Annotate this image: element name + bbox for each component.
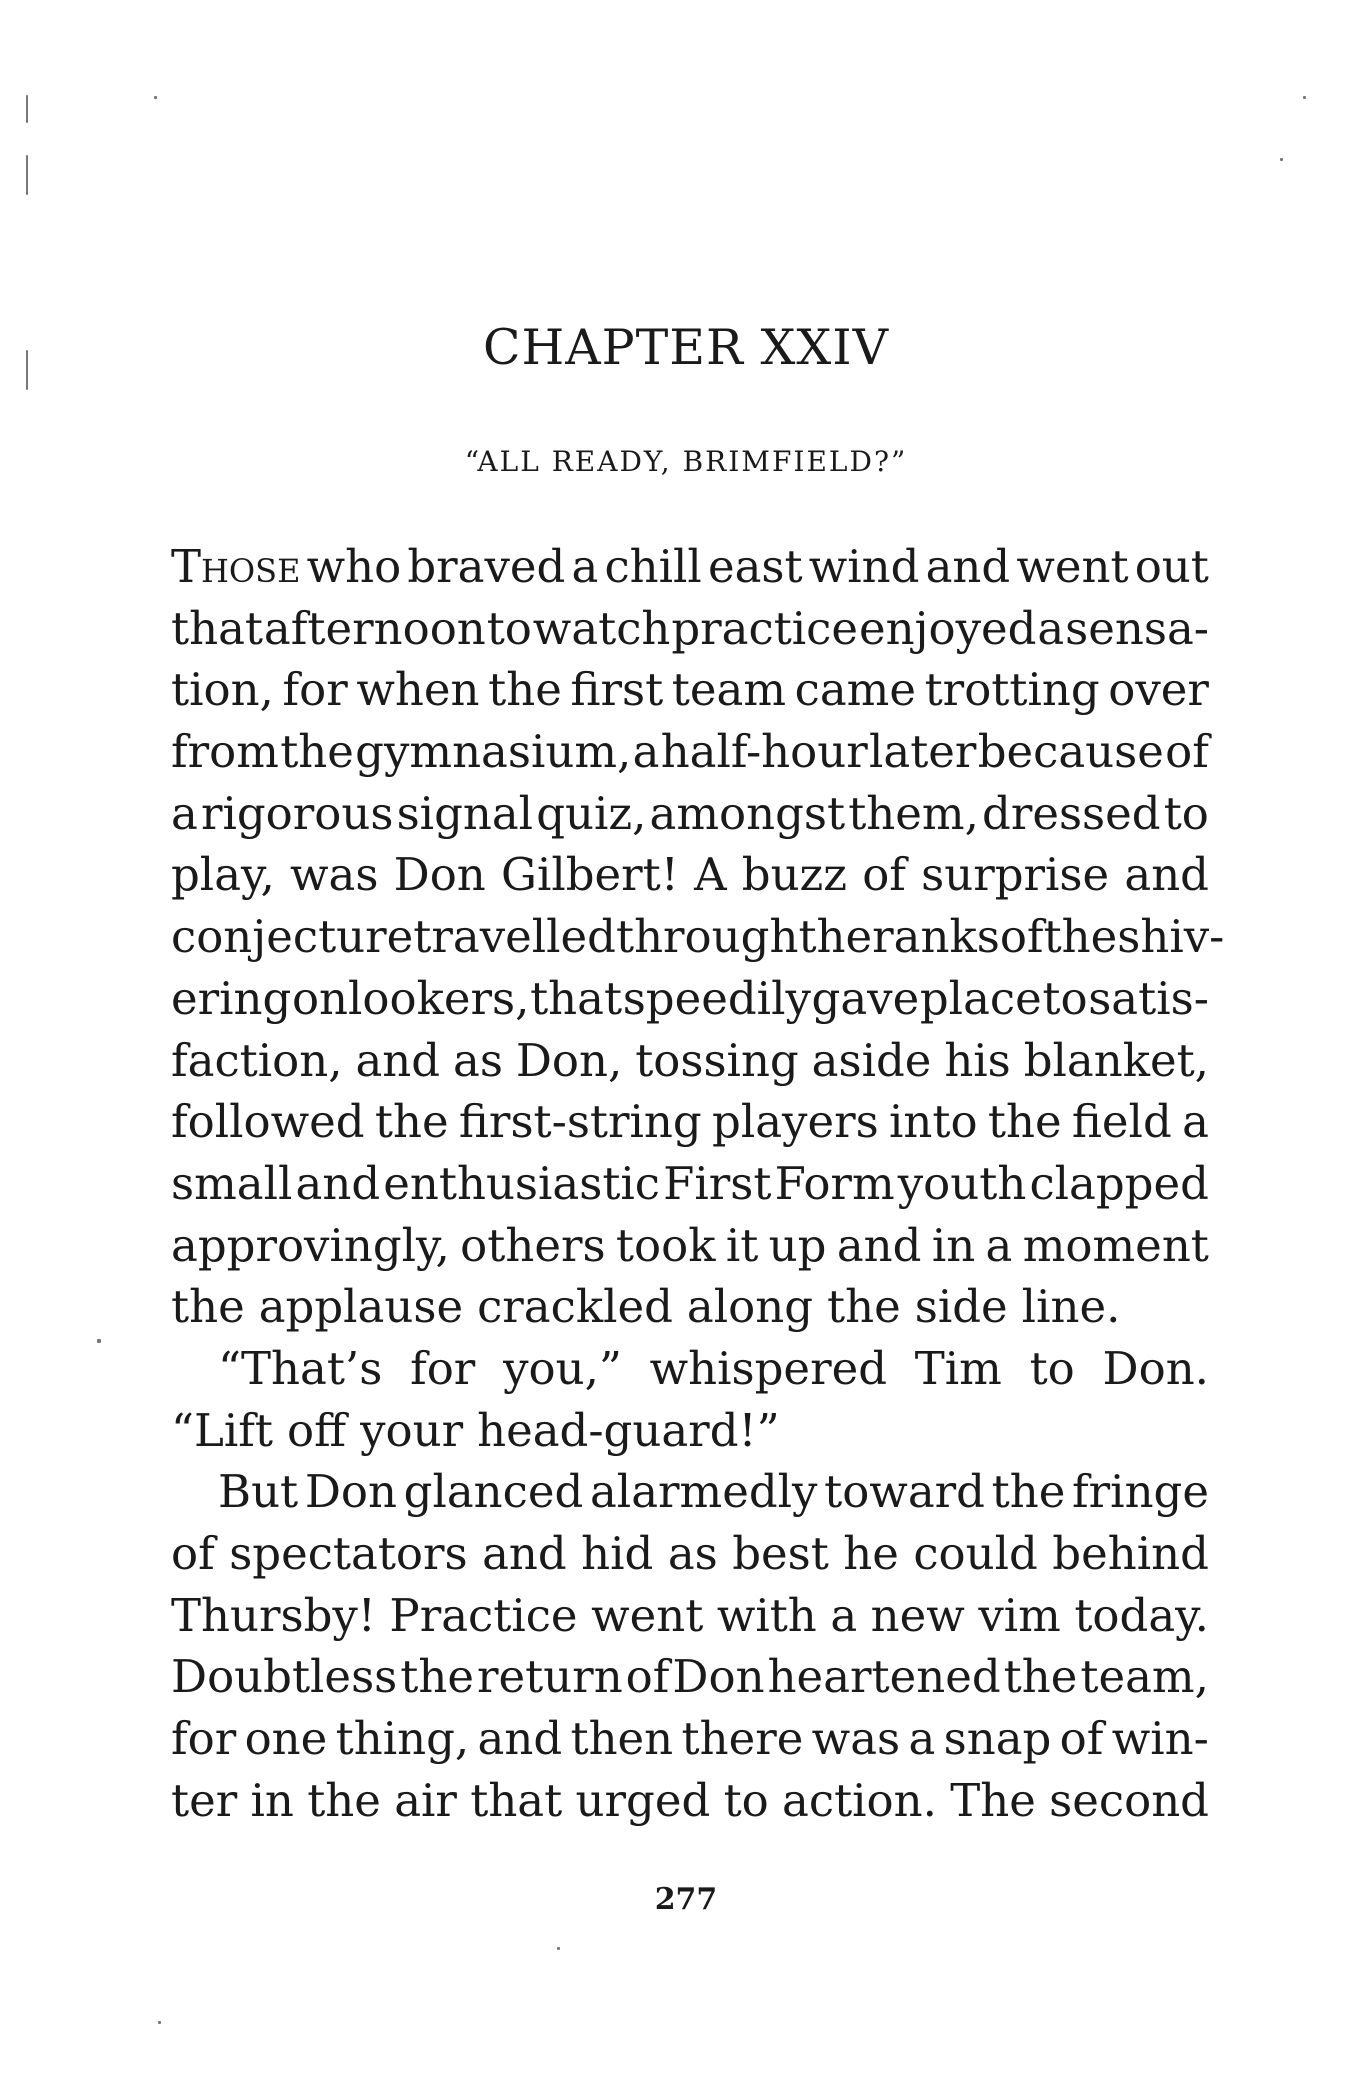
chapter-title: CHAPTER XXIV bbox=[482, 319, 889, 376]
chapter-subtitle: “ALL READY, BRIMFIELD?” bbox=[464, 445, 908, 478]
text-line: a rigorous signal quiz, amongst them, dressed to bbox=[171, 786, 1209, 840]
text-line: Thursby! Practice went with a new vim today. bbox=[171, 1588, 1209, 1642]
text-line: But Don glanced alarmedly toward the fringe bbox=[218, 1465, 1209, 1519]
text-line: ering onlookers, that speedily gave place to satis- bbox=[171, 971, 1209, 1025]
text-line: conjecture travelled through the ranks of the shiv- bbox=[171, 910, 1225, 964]
text-line: play, was Don Gilbert! A buzz of surprise and bbox=[171, 848, 1209, 902]
text-line: of spectators and hid as best he could behind bbox=[171, 1527, 1209, 1580]
text-line: “That’s for you,” whispered Tim to Don. bbox=[218, 1341, 1209, 1395]
text-line: Doubtless the return of Don heartened the team, bbox=[171, 1650, 1209, 1704]
lead-small-caps: Those bbox=[171, 540, 301, 593]
text-line: the applause crackled along the side line. bbox=[171, 1280, 1121, 1334]
text-line: “Lift off your head-guard!” bbox=[171, 1403, 780, 1457]
text-line: faction, and as Don, tossing aside his blanket, bbox=[171, 1033, 1209, 1087]
text-line: followed the first-string players into the field a bbox=[171, 1095, 1209, 1149]
text-line: small and enthusiastic First Form youth clapped bbox=[171, 1156, 1209, 1210]
text-line: from the gymnasium, a half-hour later because of bbox=[171, 725, 1209, 779]
text-line: ter in the air that urged to action. The second bbox=[171, 1773, 1209, 1827]
text-line: for one thing, and then there was a snap of win- bbox=[171, 1712, 1209, 1766]
text-line: Those who braved a chill east wind and went out bbox=[171, 536, 1209, 598]
page-number: 277 bbox=[654, 1882, 718, 1917]
text-line: that afternoon to watch practice enjoyed a sensa- bbox=[171, 601, 1209, 655]
text-line: tion, for when the first team came trotting over bbox=[171, 663, 1209, 717]
body-text bbox=[171, 536, 1225, 1831]
text-line: approvingly, others took it up and in a moment bbox=[171, 1218, 1209, 1272]
